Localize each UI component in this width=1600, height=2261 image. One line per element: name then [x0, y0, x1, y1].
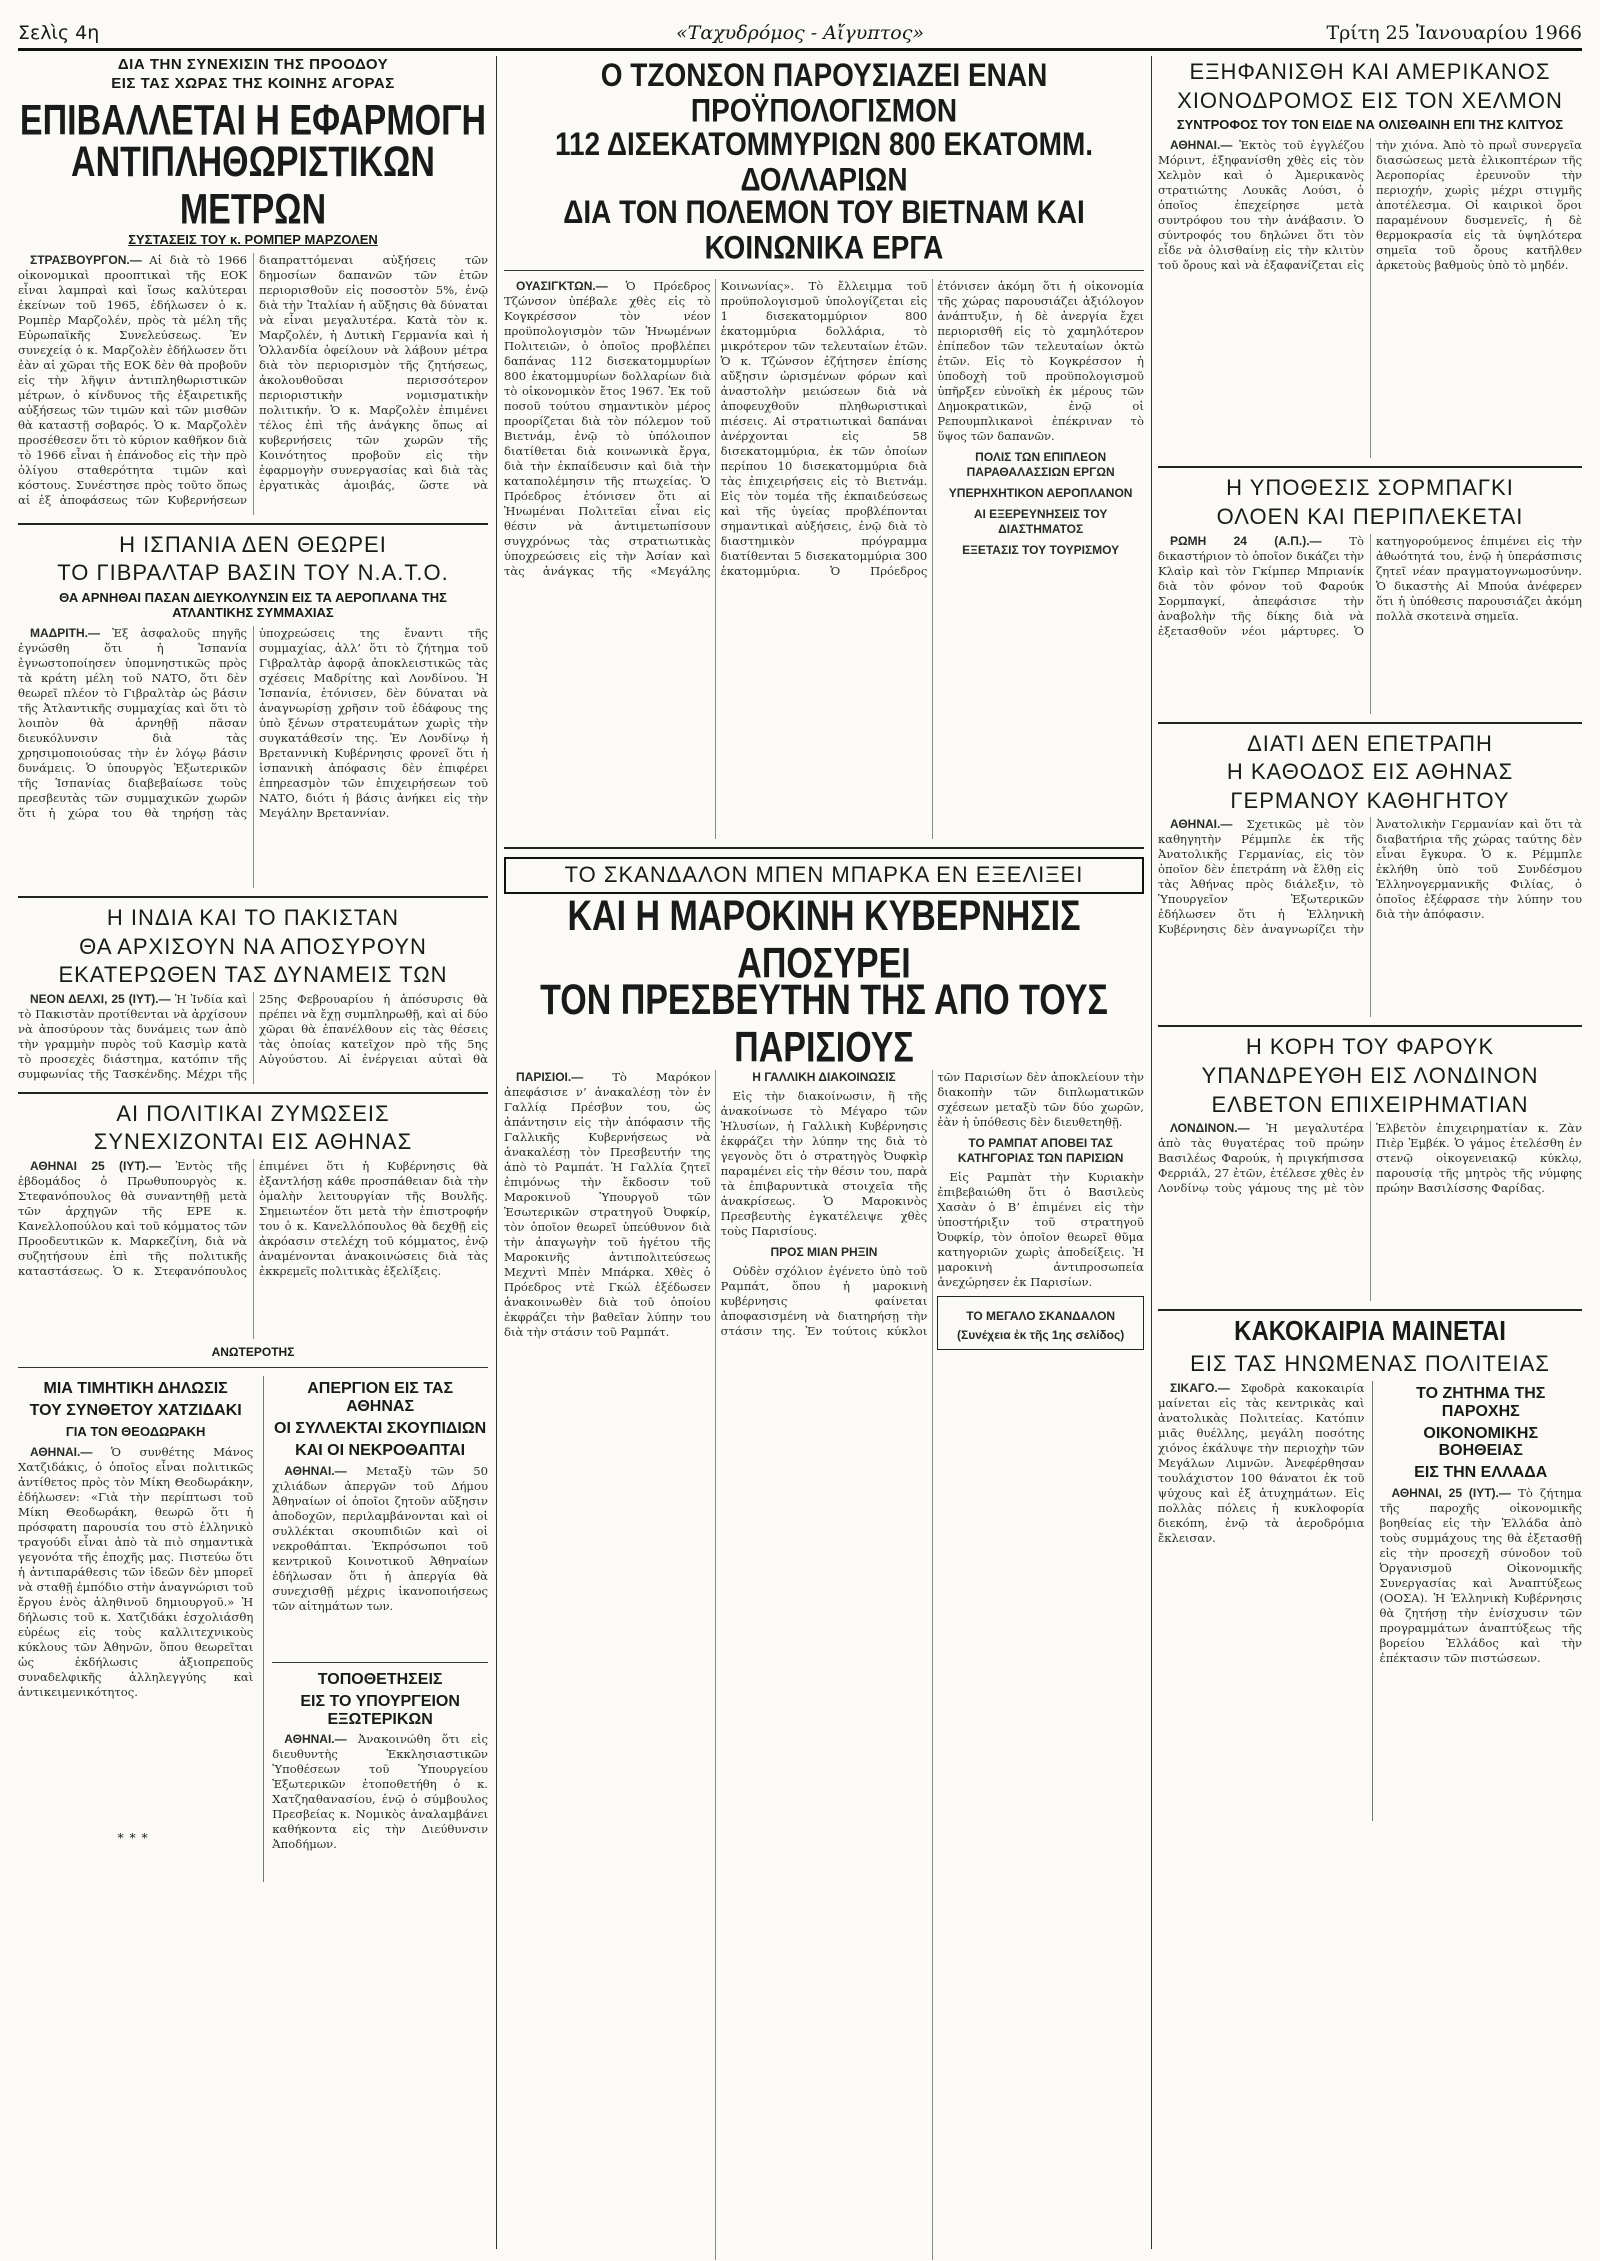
article-athens-politics [18, 1102, 488, 1359]
headline: Η ΚΑΘΟΔΟΣ ΕΙΣ ΑΘΗΝΑΣ [1226, 759, 1514, 785]
headline: ΕΙΣ ΤΟ ΥΠΟΥΡΓΕΙΟΝ ΕΞΩΤΕΡΙΚΩΝ [300, 1692, 460, 1728]
headline: ΔΙΑΤΙ ΔΕΝ ΕΠΕΤΡΑΠΗ [1247, 730, 1493, 756]
dateline: ΑΘΗΝΑΙ.— [284, 1732, 347, 1747]
dateline: ΟΥΑΣΙΓΚΤΩΝ.— [516, 279, 608, 294]
headline: ΤΟ ΖΗΤΗΜΑ ΤΗΣ ΠΑΡΟΧΗΣ [1416, 1384, 1546, 1420]
article-body [1158, 1121, 1582, 1301]
article-common-market [18, 56, 488, 515]
headline: ΔΙΑ ΤΟΝ ΠΟΛΕΜΟΝ ΤΟΥ ΒΙΕΤΝΑΜ ΚΑΙ ΚΟΙΝΩΝΙΚΑ ΕΡΓΑ [563, 194, 1085, 267]
headline: Η ΥΠΟΘΕΣΙΣ ΣΟΡΜΠΑΓΚΙ [1226, 475, 1514, 501]
article-farouk-daughter [1158, 1035, 1582, 1301]
article-body [1379, 1486, 1582, 1816]
divider [18, 1367, 488, 1368]
headline: ΤΟΥ ΣΥΝΘΕΤΟΥ ΧΑΤΖΙΔΑΚΙ [29, 1402, 242, 1420]
right-subcolumn [263, 1376, 488, 1882]
section-subhead: ΤΟ ΡΑΜΠΑΤ ΑΠΟΒΕΙ ΤΑΣ ΚΑΤΗΓΟΡΙΑΣ ΤΩΝ ΠΑΡΙΣΙΩΝ [957, 1136, 1124, 1166]
headline: ΚΑΙ Η ΜΑΡΟΚΙΝΗ ΚΥΒΕΡΝΗΣΙΣ ΑΠΟΣΥΡΕΙ [567, 892, 1081, 988]
headline: Ο ΤΖΟΝΣΟΝ ΠΑΡΟΥΣΙΑΖΕΙ ΕΝΑΝ ΠΡΟΫΠΟΛΟΓΙΣΜΟΝ [600, 57, 1048, 130]
subtitle: ΣΥΣΤΑΣΕΙΣ ΤΟΥ κ. ΡΟΜΠΕΡ ΜΑΡΖΟΛΕΝ [128, 231, 378, 247]
headline: ΤΟΠΟΘΕΤΗΣΕΙΣ [317, 1670, 443, 1688]
dateline: ΡΩΜΗ 24 (Α.Π.).— [1170, 533, 1322, 548]
headline: 112 ΔΙΣΕΚΑΤΟΜΜΥΡΙΩΝ 800 ΕΚΑΤΟΜΜ. ΔΟΛΛΑΡΙΩΝ [554, 126, 1094, 198]
headline: ΤΟΝ ΠΡΕΣΒΕΥΤΗΝ ΤΗΣ ΑΠΟ ΤΟΥΣ ΠΑΡΙΣΙΟΥΣ [540, 976, 1108, 1072]
body-text: Ἐντὸς τῆς ἑβδομάδος ὁ Πρωθυπουργὸς κ. Στεφανόπουλος θὰ συναντηθῇ μετὰ τῶν ἀρχηγῶν τῆς ΕΡΕ κ. Κανελλοπούλου καὶ τοῦ κόμματος τῶν Προοδευτικῶν κ. Μαρκεζίνη, διὰ νὰ συζητήσουν ἐπὶ τῆς πολιτικῆς καταστάσεως. Ὁ κ. Στεφανόπουλος ἐπιμένει ὅτι ἡ Κυβέρνησις θὰ ἐξαντλήσῃ κάθε προσπάθειαν διὰ τὴν ὁμαλὴν λειτουργίαν τῆς Βουλῆς. Σημειωτέον ὅτι μετὰ τὴν ἐπιστροφήν του ὁ κ. Κανελλόπουλος θὰ δεχθῇ εἰς ἀκρόασιν στελέχη τοῦ κόμματος, ἐνῷ ἀναμένονται ἀνακοινώσεις διὰ τὰς ἐκκρεμεῖς πολιτικὰς ἐξελίξεις. [18, 1159, 488, 1279]
article-snowstorm [1158, 60, 1582, 458]
article-ben-barka [504, 857, 1144, 2260]
article-body [272, 1732, 488, 1882]
body-text: Ἡ Ἰνδία καὶ τὸ Πακιστὰν προτίθενται νὰ ἀρχίσουν νὰ ἀποσύρουν τὰς δυνάμεις των ἀπὸ τὴν γραμμὴν πυρὸς τοῦ Κασμὶρ κατὰ τὸ προσεχὲς διάστημα, κατόπιν τῆς συμφωνίας τῆς Τασκένδης. Μέχρι τῆς 25ης Φεβρουαρίου ἡ ἀπόσυρσις θὰ πρέπει νὰ ἔχῃ συμπληρωθῇ, καὶ αἱ δύο χῶραι θὰ ἐπανέλθουν εἰς τὰς θέσεις τὰς ὁποίας κατεῖχον πρὸ τῆς 5ης Αὐγούστου. Αἱ ἐνέργειαι αὐταὶ θὰ [18, 991, 488, 1081]
divider [1158, 722, 1582, 724]
headline: ΥΠΑΝΔΡΕΥΘΗ ΕΙΣ ΛΟΝΔΙΝΟΝ [1201, 1063, 1539, 1088]
body-text: Τὸ ζήτημα τῆς παροχῆς οἰκονομικῆς βοηθείας εἰς τὴν Ἑλλάδα ἀπὸ τοὺς συμμάχους της θὰ ἐξετασθῇ εἰς τὴν προσεχῆ σύνοδον τοῦ Ὀργανισμοῦ Οἰκονομικῆς Συνεργασίας καὶ Ἀναπτύξεως (ΟΟΣΑ). Ἡ Ἑλληνικὴ Κυβέρνησις θὰ ζητήσῃ τὴν ἐνίσχυσιν τῶν προγραμμάτων ἀναπτύξεως τῆς βορείου Ἑλλάδος καὶ τὴν ἐπέκτασιν τῶν πιστώσεων. [1379, 1486, 1582, 1666]
dateline: ΜΑΔΡΙΤΗ.— [30, 625, 100, 640]
divider [1158, 1025, 1582, 1027]
body-text: Εἰς Ραμπὰτ τὴν Κυριακὴν ἐπιβεβαιώθη ὅτι ὁ Βασιλεὺς Χασὰν ὁ Β’ ἐπιμένει εἰς τὴν ὑποστήριξιν τοῦ στρατηγοῦ Ὀυφκίρ, τὸν ὁποῖον θεωρεῖ θῦμα κατηγοριῶν χωρὶς ἀποδείξεις. Ἡ μαροκινὴ ἀντιπροσωπεία ἀνεχώρησεν ἐκ Παρισίων. [937, 1170, 1144, 1290]
headline: Η ΙΝΔΙΑ ΚΑΙ ΤΟ ΠΑΚΙΣΤΑΝ [106, 904, 400, 930]
dateline: ΑΘΗΝΑΙ, 25 (ΙΥΤ).— [1391, 1486, 1511, 1501]
article-body [18, 1445, 253, 1827]
issue-date: Τρίτη 25 Ἰανουαρίου 1966 [1326, 22, 1582, 44]
dateline: ΛΟΝΔΙΝΟΝ.— [1170, 1121, 1250, 1136]
headline: ΕΠΙΒΑΛΛΕΤΑΙ Η ΕΦΑΡΜΟΓΗ [19, 96, 487, 145]
body-text: Μεταξὺ τῶν 50 χιλιάδων ἀπεργῶν τοῦ Δήμου Ἀθηναίων οἱ ὁποῖοι ζητοῦν αὔξησιν ἀποδοχῶν, περιλαμβάνονται καὶ οἱ συλλέκται σκουπιδιῶν καὶ οἱ νεκροθάπται. Ἐκπρόσωποι τοῦ κεντρικοῦ Κοινοτικοῦ Ἀθηναίων ἐδήλωσαν ὅτι ἡ ἀπεργία θὰ συνεχισθῇ μέχρις ἱκανοποιήσεως τῶν αἰτημάτων των. [272, 1463, 488, 1613]
dateline: ΑΘΗΝΑΙ.— [1170, 817, 1233, 832]
dateline: ΝΕΟΝ ΔΕΛΧΙ, 25 (ΙΥΤ).— [30, 991, 171, 1006]
continuation-note: (Συνέχεια ἐκ τῆς 1ης σελίδος) [957, 1328, 1125, 1343]
headline: ΣΥΝΕΧΙΖΟΝΤΑΙ ΕΙΣ ΑΘΗΝΑΣ [93, 1129, 413, 1155]
column-rule [1151, 56, 1152, 2249]
article-kicker: ΔΙΑ ΤΗΝ ΣΥΝΕΧΙΣΙΝ ΤΗΣ ΠΡΟΟΔΟΥ [117, 56, 389, 73]
article-economic-aid [1372, 1381, 1582, 1821]
headline: ΑΠΕΡΓΙΟΝ ΕΙΣ ΤΑΣ ΑΘΗΝΑΣ [307, 1380, 454, 1416]
body-text: Ὁ συνθέτης Μάνος Χατζιδάκις, ὁ ὁποῖος εἶναι πολιτικῶς ἀντίθετος πρὸς τὸν Μίκη Θεοδωράκην, ἐδήλωσεν: «Γιὰ τὴν περίπτωσι τοῦ Μίκη Θεοδωράκη, θεωρῶ ὅτι ἡ πρόσφατη παρουσία του στὸ ἑλληνικὸ τραγούδι εἶναι ἀπὸ τὰ πιὸ σημαντικὰ γεγονότα τῆς ἐποχῆς μας. Πιστεύω ὅτι ἡ ἀντιπαράθεσις τῶν ἰδεῶν δὲν μπορεῖ νὰ σταθῇ ἐμπόδιο στὴν ἀναγνώρισι τοῦ ἔργου ἑνὸς ἀληθινοῦ δημιουργοῦ.» Ἡ δήλωσις τοῦ κ. Χατζιδάκι ἐσχολιάσθη εὐρέως εἰς τοὺς καλλιτεχνικοὺς κύκλους τῶν Ἀθηνῶν, ὅπου θεωρεῖται ὡς ἐκδήλωσις ἀξιοπρεποῦς συναδελφικῆς ἀλληλεγγύης καὶ ἀντικειμενικότητος. [18, 1444, 254, 1699]
headline: ΟΙΚΟΝΟΜΙΚΗΣ ΒΟΗΘΕΙΑΣ [1423, 1424, 1539, 1460]
article-german-professor [1158, 732, 1582, 1018]
stars-separator: *** [117, 1830, 154, 1845]
headline: Η ΚΟΡΗ ΤΟΥ ΦΑΡΟΥΚ [1245, 1034, 1495, 1060]
article-india-pakistan [18, 906, 488, 1084]
body-text: Τὸ δικαστήριον τὸ ὁποῖον δικάζει τὴν Κλαὶρ καὶ τὸν Γκίμπερ Μπριανίκ διὰ τὸν φόνον τοῦ Φαρούκ Σορμπαγκί, ἀπεφάσισε τὴν ἀναβολὴν τῆς δίκης διὰ νὰ ἐξετασθοῦν νέοι μάρτυρες. Ὁ κατηγορούμενος ἐπιμένει εἰς τὴν ἀθωότητά του, ἐνῷ ἡ ὑπεράσπισις ζητεῖ νέαν πραγματογνωμοσύνην. Ὁ δικαστὴς Αἱ Μπούα ἀνέφερεν ὅτι ἡ ὑπόθεσις παρουσιάζει ἀκόμη πολλὰ σκοτεινὰ σημεῖα. [1158, 533, 1582, 638]
headline: ΑΙ ΠΟΛΙΤΙΚΑΙ ΖΥΜΩΣΕΙΣ [116, 1100, 390, 1126]
dateline: ΑΘΗΝΑΙ 25 (ΙΥΤ).— [30, 1159, 161, 1174]
body-text: Ἐκτὸς τοῦ ἐγγλέζου Μόριντ, ἐξηφανίσθη χθὲς εἰς τὸν Χελμὸν καὶ ὁ Ἀμερικανὸς στρατιώτης Λουκᾶς Λούσι, ὁ ὁποῖος ἐπεχείρησε μετὰ συντρόφου του τὴν ἀνάβασιν. Ὁ σύντροφός του δηλώνει ὅτι τὸν εἶδε νὰ ὀλισθαίνῃ εἰς τὴν κλιτὺν τοῦ ὄρους καὶ νὰ ἐξαφανίζεται εἰς τὴν χιόνα. Ἀπὸ τὸ πρωῒ συνεργεῖα διασώσεως μετὰ ἐλικοπτέρων τῆς Ἀεροπορίας ἐρευνοῦν τὴν περιοχήν, χωρὶς μέχρι στιγμῆς ἀποτέλεσμα. Οἱ καιρικοὶ ὅροι παραμένουν δυσμενεῖς, ἡ δὲ θερμοκρασία εἰς τὰ ὑψηλότερα σημεῖα τοῦ ὄρους κατῆλθεν ἀρκετοὺς βαθμοὺς ὑπὸ τὸ μηδέν. [1158, 138, 1582, 273]
column-center [504, 56, 1144, 2249]
subtitle: ΘΑ ΑΡΝΗΘΑΙ ΠΑΣΑΝ ΔΙΕΥΚΟΛΥΝΣΙΝ ΕΙΣ ΤΑ ΑΕΡΟΠΛΑΝΑ ΤΗΣ ΑΤΛΑΝΤΙΚΗΣ ΣΥΜΜΑΧΙΑΣ [59, 589, 447, 620]
column-left [18, 56, 488, 2249]
divider [18, 523, 488, 525]
masthead [18, 8, 1582, 51]
headline: Η ΙΣΠΑΝΙΑ ΔΕΝ ΘΕΩΡΕΙ [119, 531, 387, 557]
divider [1158, 1309, 1582, 1311]
divider [1158, 466, 1582, 468]
divider [504, 847, 1144, 849]
headline: ΓΕΡΜΑΝΟΥ ΚΑΘΗΓΗΤΟΥ [1230, 787, 1510, 813]
continuation-title: ΤΟ ΜΕΓΑΛΟ ΣΚΑΝΔΑΛΟΝ [966, 1309, 1116, 1324]
body-text: Σχετικῶς μὲ τὸν καθηγητὴν Ρέμμπλε ἐκ τῆς Ἀνατολικῆς Γερμανίας, εἰς τὸν ὁποῖον δὲν ἐπετράπη νὰ ἔλθῃ εἰς τὰς Ἀθήνας πρὸς διάλεξιν, τὸ Ὑπουργεῖον Ἐξωτερικῶν ἐδήλωσεν ὅτι ἡ Ἑλληνικὴ Κυβέρνησις δὲν ἀναγνωρίζει τὴν Ἀνατολικὴν Γερμανίαν καὶ ὅτι τὰ διαβατήρια τῆς χώρας ταύτης δὲν εἶναι ἔγκυρα. Ὁ κ. Ρέμμπλε ἐκλήθη ὑπὸ τοῦ Συνδέσμου Ἑλληνογερμανικῆς Φιλίας, ὁ ὁποῖος ἐξέφρασε τὴν λύπην του διὰ τὴν ἀπόφασιν. [1158, 817, 1582, 937]
article-kicker: ΕΙΣ ΤΑΣ ΧΩΡΑΣ ΤΗΣ ΚΟΙΝΗΣ ΑΓΟΡΑΣ [111, 74, 395, 92]
dateline: ΑΘΗΝΑΙ.— [1170, 138, 1233, 153]
headline: ΕΛΒΕΤΟΝ ΕΠΙΧΕΙΡΗΜΑΤΙΑΝ [1211, 1091, 1529, 1117]
article-body [1158, 534, 1582, 714]
divider [272, 1662, 488, 1663]
article-body [1158, 138, 1582, 458]
divider [504, 270, 1144, 271]
article-body [1158, 817, 1582, 1017]
page-number: Σελὶς 4η [18, 22, 100, 44]
dateline: ΑΘΗΝΑΙ.— [284, 1463, 347, 1478]
divider [18, 1092, 488, 1094]
section-subhead: ΑΙ ΕΞΕΡΕΥΝΗΣΕΙΣ ΤΟΥ ΔΙΑΣΤΗΜΑΤΟΣ [973, 507, 1108, 537]
hurricane-row [1158, 1381, 1582, 1821]
headline: ΕΙΣ ΤΗΝ ΕΛΛΑΔΑ [1414, 1464, 1548, 1482]
headline: ΑΝΤΙΠΛΗΘΩΡΙΣΤΙΚΩΝ ΜΕΤΡΩΝ [71, 138, 435, 234]
article-body [504, 1070, 1144, 2260]
article-sormpagki [1158, 476, 1582, 713]
article-body [504, 279, 1144, 839]
headline: ΘΑ ΑΡΧΙΣΟΥΝ ΝΑ ΑΠΟΣΥΡΟΥΝ [79, 933, 427, 959]
article-hurricane [1158, 1316, 1582, 1821]
article-strike [272, 1380, 488, 1654]
column-rule [496, 56, 497, 2249]
dateline: ΣΙΚΑΓΟ.— [1170, 1380, 1230, 1395]
headline: ΟΛΟΕΝ ΚΑΙ ΠΕΡΙΠΛΕΚΕΤΑΙ [1216, 503, 1524, 529]
article-hatzidakis [18, 1376, 253, 1882]
body-text: Ὁ Πρόεδρος Τζώνσον ὑπέβαλε χθὲς εἰς τὸ Κογκρέσσον τὸν νέον προϋπολογισμὸν τῶν Ἡνωμένων Πολιτειῶν, ὁ ὁποῖος προβλέπει δαπάνας 112 δισεκατομμυρίων 800 ἑκατομμυρίων δολλαρίων διὰ τὸ οἰκονομικὸν ἔτος 1967. Ἐκ τοῦ ποσοῦ τούτου σημαντικὸν μέρος προορίζεται διὰ τὸν πόλεμον τοῦ Βιετνάμ, ἐνῷ τὸ ὑπόλοιπον διατίθεται διὰ κοινωνικὰ ἔργα, διὰ τὴν ἐκπαίδευσιν καὶ διὰ τὴν καταπολέμησιν τῆς πτωχείας. Ὁ Πρόεδρος ἐτόνισεν ὅτι αἱ Ἡνωμέναι Πολιτεῖαι εἶναι εἰς θέσιν νὰ ἀντιμετωπίσουν συγχρόνως τὰς στρατιωτικὰς ὑποχρεώσεις εἰς τὴν Ἀσίαν καὶ τὰς ἀνάγκας τῆς «Μεγάλης Κοινωνίας». Τὸ ἔλλειμμα τοῦ προϋπολογισμοῦ ὑπολογίζεται εἰς 1 δισεκατομμύριον 800 ἑκατομμύρια δολλάρια, τὸ μικρότερον τῶν τελευταίων ἐτῶν. Ὁ κ. Τζώνσον ἐζήτησεν ἐπίσης αὔξησιν ὡρισμένων φόρων καὶ ἀναστολὴν μειώσεων διὰ νὰ ἀποφευχθοῦν πληθωριστικαὶ πιέσεις. Αἱ στρατιωτικαὶ δαπάναι ἀνέρχονται εἰς 58 δισεκατομμύρια, ἐκ τῶν ὁποίων περίπου 10 δισεκατομμύρια διὰ τὰς ἐπιχειρήσεις εἰς τὸ Βιετνάμ. Εἰς τὸν τομέα τῆς ἐκπαιδεύσεως καὶ τῆς ὑγείας προβλέπονται σημαντικαὶ αὐξήσεις, ἐνῷ διὰ τὸ διαστημικὸν πρόγραμμα διατίθενται 5 δισεκατομμύρια 300 ἑκατομμύρια. Ὁ Πρόεδρος ἐτόνισεν ἀκόμη ὅτι ἡ οἰκονομία τῆς χώρας παρουσιάζει ἀξιόλογον ἀνάπτυξιν, ἡ δὲ ἀνεργία ἔχει περιορισθῆ εἰς τὸ χαμηλότερον ἐπίπεδον τῶν τελευταίων ὀκτὼ ἐτῶν. Εἰς τὸ Κογκρέσσον ἡ ὑποδοχὴ τοῦ προϋπολογισμοῦ ὑπῆρξεν εὐνοϊκὴ ἐκ μέρους τῶν Δημοκρατικῶν, ἐνῷ οἱ Ρεπουμπλικανοὶ ἐπέκριναν τὸ ὕψος τῶν δαπανῶν. [504, 279, 1144, 579]
body-text: Αἱ διὰ τὸ 1966 οἰκονομικαὶ προοπτικαὶ τῆς ΕΟΚ εἶναι λαμπραὶ καὶ ἴσως καλύτεραι ἐκείνων τοῦ 1965, ἐδήλωσεν ὁ κ. Ρομπὲρ Μαρζολέν, πρὸς τὰ μέλη τῆς Εὐρωπαϊκῆς Συνελεύσεως. Ἐν συνεχείᾳ ὁ κ. Μαρζολὲν ἐδήλωσεν ὅτι ἐὰν αἱ χῶραι τῆς ΕΟΚ δὲν θὰ προβοῦν εἰς τὴν λῆψιν ἀντιπληθωριστικῶν μέτρων, ὁ κίνδυνος τῆς ἐξαιρετικῆς αὐξήσεως τῶν τιμῶν καὶ τῶν μισθῶν θὰ καταστῇ σοβαρός. Ὁ κ. Μαρζολὲν προσέθεσεν ὅτι τὸ κύριον καθῆκον διὰ τὸ 1966 εἶναι ἡ ἐπάνοδος εἰς τὴν πρὸ ὀλίγου σταθερότητα τιμῶν καὶ κόστους. Συνέστησε πρὸς τοῦτο ὅπως αἱ ἐξ ἀποφάσεως τῶν Κυβερνήσεων διαπραττόμεναι αὐξήσεις τῶν δημοσίων δαπανῶν τῶν ἐτῶν περιορισθοῦν εἰς ποσοστὸν 5%, ἐνῷ διὰ τὴν Ἰταλίαν ἡ αὔξησις θὰ δύναται νὰ εἶναι μεγαλυτέρα. Κατὰ τὸν κ. Μαρζολέν, ἡ Δυτικὴ Γερμανία καὶ ἡ Ὁλλανδία ὀφείλουν νὰ λάβουν μέτρα διὰ τὸν περιορισμὸν τῆς ζητήσεως, ἀκολουθοῦσαι περισσότερον περιοριστικὴν νομισματικὴν πολιτικήν. Ὁ κ. Μαρζολὲν ἐπιμένει τέλος ἐπὶ τῆς ἀνάγκης ὅπως αἱ κυβερνήσεις τῶν χωρῶν τῆς Κοινότητος προβοῦν εἰς τὴν ἐφαρμογὴν συνεργασίας καὶ διὰ τὰς ἐργατικὰς ἀμοιβάς, ὥστε νὰ [18, 252, 488, 507]
continuation-box [937, 1296, 1144, 1350]
body-text: Οὐδὲν σχόλιον ἐγένετο ὑπὸ τοῦ Ραμπάτ, ὅπου ἡ μαροκινὴ κυβέρνησις φαίνεται ἀποφασισμένη νὰ διατηρήσῃ τὴν στάσιν της. Ἐν τούτοις κύκλοι τῶν Παρισίων δὲν ἀποκλείουν τὴν διακοπὴν τῶν διπλωματικῶν σχέσεων μεταξὺ τῶν δύο χωρῶν, ἐὰν ἡ ὑπόθεσις δὲν διευθετηθῇ. [720, 1070, 1144, 1339]
dateline: ΠΑΡΙΣΙΟΙ.— [516, 1070, 584, 1085]
headline: ΧΙΟΝΟΔΡΟΜΟΣ ΕΙΣ ΤΟΝ ΧΕΛΜΟΝ [1177, 87, 1563, 113]
section-subhead: ΑΝΩΤΕΡΟΤΗΣ [211, 1345, 295, 1360]
headline: ΚΑΚΟΚΑΙΡΙΑ ΜΑΙΝΕΤΑΙ [1234, 1316, 1506, 1348]
article-body [1158, 1381, 1364, 1821]
divider [18, 896, 488, 898]
dateline: ΑΘΗΝΑΙ.— [30, 1444, 93, 1459]
section-subhead: ΠΟΛΙΣ ΤΩΝ ΕΠΙΠΛΕΟΝ ΠΑΡΑΘΑΛΑΣΣΙΩΝ ΕΡΓΩΝ [966, 450, 1115, 480]
body-text: Ἡ μεγαλυτέρα ἀπὸ τὰς θυγατέρας τοῦ πρώην Βασιλέως Φαρούκ, ἡ πριγκήπισσα Φερριάλ, 27 ἐτῶν, ἐτέλεσε χθὲς ἐν Λονδίνῳ τοὺς γάμους της μὲ τὸν Ἑλβετὸν ἐπιχειρηματίαν κ. Ζὰν Πιὲρ Ἐμβέκ. Ὁ γάμος ἐτελέσθη ἐν στενῷ οἰκογενειακῷ κύκλῳ, παρουσίᾳ τῆς μητρὸς τῆς νύμφης πρώην Βασιλίσσης Φαρίδας. [1158, 1121, 1582, 1196]
dateline: ΣΤΡΑΣΒΟΥΡΓΟΝ.— [30, 252, 142, 267]
body-text: Τὸ Μαρόκον ἀπεφάσισε ν’ ἀνακαλέσῃ τὸν ἐν Γαλλίᾳ Πρέσβυν του, ὡς ἀπάντησιν εἰς τὴν ἀπόφασιν τῆς Γαλλικῆς Κυβερνήσεως νὰ ἀνακαλέσῃ τὸν Πρεσβευτήν της ἀπὸ τὸ Ραμπάτ. Ἡ Γαλλία ζητεῖ ἐπιμόνως τὴν ἔκδοσιν τοῦ Μαροκινοῦ Ὑπουργοῦ τῶν Ἐσωτερικῶν στρατηγοῦ Ὀυφκίρ, τὸν ὁποῖον θεωρεῖ ὑπεύθυνον διὰ τὴν ἀπαγωγὴν τοῦ ἡγέτου τῆς Μαροκινῆς ἀντιπολιτεύσεως Μεχντὶ Μπὲν Μπάρκα. Χθὲς ὁ Πρόεδρος ντὲ Γκώλ ἐξέδωσεν ἀνακοινωθὲν διὰ τοῦ ὁποίου ἐκφράζει τὴν βαθεῖαν λύπην του διὰ τὴν στάσιν τοῦ Ραμπάτ. [504, 1070, 711, 1340]
article-gibraltar [18, 533, 488, 888]
body-text: Εἰς τὴν διακοίνωσιν, ἣ τῆς ἀνακοίνωσε τὸ Μέγαρο τῶν Ἠλυσίων, ἡ Γαλλικὴ Κυβέρνησις ἐκφράζει τὴν λύπην της διὰ τὸ γεγονὸς ὅτι ὁ στρατηγὸς Ὀυφκὶρ παραμένει εἰς τὴν θέσιν του, παρὰ τὰ ἐπιβαρυντικὰ στοιχεῖα τῆς ἀνακρίσεως. Ὁ Μαροκινὸς Πρεσβευτὴς ἐγκατέλειψε χθὲς τοὺς Παρισίους. [720, 1089, 928, 1239]
subtitle: ΣΥΝΤΡΟΦΟΣ ΤΟΥ ΤΟΝ ΕΙΔΕ ΝΑ ΟΛΙΣΘΑΙΝΗ ΕΠΙ ΤΗΣ ΚΛΙΤΥΟΣ [1176, 117, 1564, 133]
headline: ΤΟ ΓΙΒΡΑΛΤΑΡ ΒΑΣΙΝ ΤΟΥ Ν.Α.Τ.Ο. [57, 560, 449, 586]
body-text: Ἀνακοινώθη ὅτι εἰς διευθυντὴς Ἐκκλησιαστικῶν Ὑποθέσεων τοῦ Ὑπουργείου Ἐξωτερικῶν ἐτοποθετήθη ὁ κ. Χατζηαθανασίου, ἐνῷ ὁ σύμβουλος Πρεσβείας κ. Νομικὸς ἀναλαμβάνει καθήκοντα εἰς τὴν Διεύθυνσιν Ἀποδήμων. [272, 1732, 488, 1852]
section-subhead: Η ΓΑΛΛΙΚΗ ΔΙΑΚΟΙΝΩΣΙΣ [752, 1070, 896, 1085]
headline: ΚΑΙ ΟΙ ΝΕΚΡΟΘΑΠΤΑΙ [295, 1441, 466, 1459]
headline: ΕΚΑΤΕΡΩΘΕΝ ΤΑΣ ΔΥΝΑΜΕΙΣ ΤΩΝ [58, 962, 448, 988]
article-appointments [272, 1671, 488, 1883]
section-subhead: ΠΡΟΣ ΜΙΑΝ ΡΗΞΙΝ [770, 1245, 878, 1260]
body-text: Ἐξ ἀσφαλοῦς πηγῆς ἐγνώσθη ὅτι ἡ Ἱσπανία ἐγνωστοποίησεν ὑπομνηστικῶς πρὸς τὰ κράτη μέλη τοῦ ΝΑΤΟ, ὅτι δὲν θεωρεῖ πλέον τὸ Γιβραλτὰρ ὡς βάσιν τῆς Ἀτλαντικῆς συμμαχίας καὶ ὅτι τὸ λοιπὸν θὰ ἀρνηθῇ πᾶσαν διευκόλυνσιν διὰ τὰς χρησιμοποιούσας τὴν ἐν λόγῳ βάσιν δυνάμεις. Ὁ ὑπουργὸς Ἐξωτερικῶν τῆς Ἱσπανίας διαβεβαίωσε τοὺς πρεσβευτὰς τῶν συμμαχικῶν χωρῶν ὅτι ἡ χώρα του θὰ τηρήσῃ τὰς ὑποχρεώσεις της ἔναντι τῆς συμμαχίας, ἀλλ’ ὅτι τὸ ζήτημα τοῦ Γιβραλτὰρ ἀφορᾷ ἀποκλειστικῶς τὰς σχέσεις Μαδρίτης καὶ Λονδίνου. Ἡ Ἱσπανία, ἐτόνισεν, δὲν δύναται νὰ ἀναγνωρίσῃ χρῆσιν τοῦ ἐδάφους της ὑπὸ ξένων στρατευμάτων χωρὶς τὴν συγκατάθεσίν της. Ἐν Λονδίνῳ ἡ Βρεταννικὴ Κυβέρνησις φρονεῖ ὅτι ἡ ἱσπανικὴ ἀπόφασις δὲν ἐπιφέρει ἐπηρεασμὸν τῶν ἐπιχειρήσεων τοῦ ΝΑΤΟ, διότι ἡ βάσις ἀνήκει εἰς τὴν Μεγάλην Βρεταννίαν. [18, 625, 488, 820]
headline: ΟΙ ΣΥΛΛΕΚΤΑΙ ΣΚΟΥΠΙΔΙΩΝ [274, 1419, 487, 1437]
article-body [18, 1159, 488, 1339]
section-subhead: ΥΠΕΡΗΧΗΤΙΚΟΝ ΑΕΡΟΠΛΑΝΟΝ [948, 486, 1133, 501]
kicker-box: ΤΟ ΣΚΑΝΔΑΛΟΝ ΜΠΕΝ ΜΠΑΡΚΑ ΕΝ ΕΞΕΛΙΞΕΙ [504, 857, 1144, 894]
body-text: Σφοδρὰ κακοκαιρία μαίνεται εἰς τὰς κεντρικὰς καὶ ἀνατολικὰς Πολιτείας. Κατόπιν μιᾶς θυέλλης, μεγάλη ποσότης χιόνος ἐκάλυψε τὴν περιοχὴν τῶν Μεγάλων Λιμνῶν. Ἀνεφέρθησαν τουλάχιστον 100 θάνατοι ἐκ τοῦ ψύχους καὶ ἐξ ἀτυχημάτων. Εἰς πολλὰς πόλεις ἡ κυκλοφορία διεκόπη, ἐνῷ τὰ ἀεροδρόμια ἔκλεισαν. [1158, 1380, 1365, 1545]
headline: ΜΙΑ ΤΙΜΗΤΙΚΗ ΔΗΛΩΣΙΣ [43, 1380, 228, 1398]
article-johnson-budget [504, 57, 1144, 839]
article-body [18, 992, 488, 1084]
article-body [18, 626, 488, 888]
article-body [272, 1464, 488, 1654]
article-body [18, 253, 488, 515]
column-right [1158, 56, 1582, 2249]
newspaper-title: «Ταχυδρόμος - Αἴγυπτος» [676, 22, 924, 44]
headline: ΕΙΣ ΤΑΣ ΗΝΩΜΕΝΑΣ ΠΟΛΙΤΕΙΑΣ [1190, 1351, 1550, 1377]
section-subhead: ΕΞΕΤΑΣΙΣ ΤΟΥ ΤΟΥΡΙΣΜΟΥ [962, 543, 1120, 558]
headline: ΕΞΗΦΑΝΙΣΘΗ ΚΑΙ ΑΜΕΡΙΚΑΝΟΣ [1189, 59, 1551, 84]
lower-left-row [18, 1376, 488, 1882]
subtitle: ΓΙΑ ΤΟΝ ΘΕΟΔΩΡΑΚΗ [65, 1423, 206, 1439]
